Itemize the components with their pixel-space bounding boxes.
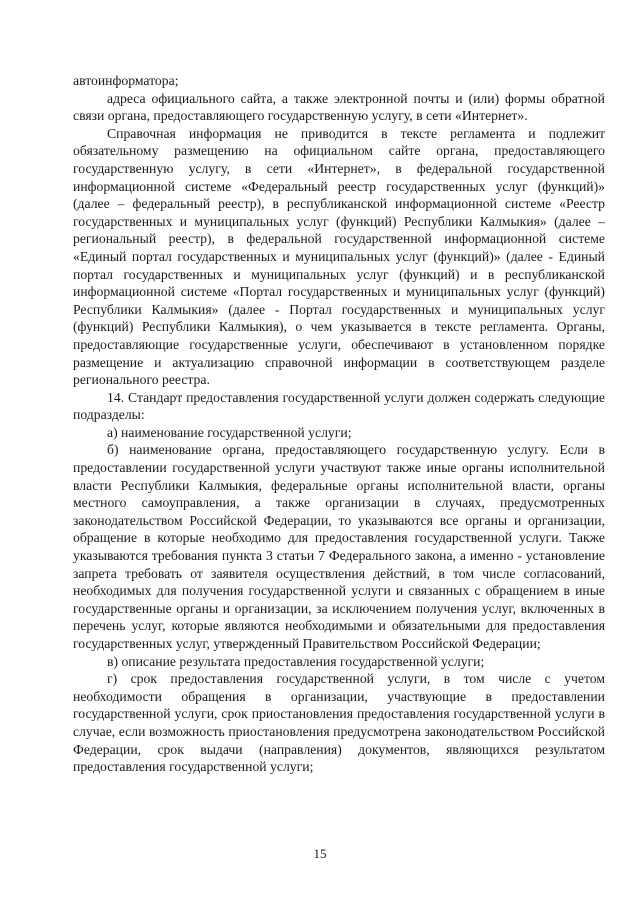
list-item-b: б) наименование органа, предоставляющего государственную услугу. Если в предоставлении государственной услуги участвуют также иные органы исполнительной власти Республики Калмыкия, федеральные органы исполнительной власти, органы местного самоуправления, а также организации в случаях, предусмотренных законодательством Российской Федерации, то указываются все органы и организации, обращение в которые необходимо для предоставления государственной услуги. Также указываются требования пункта 3 статьи 7 Федерального закона, а именно - установление запрета требовать от заявителя осуществления действий, в том числе согласований, необходимых для получения государственной услуги и связанных с обращением в иные государственные органы и организации, за исключением получения услуг, включенных в перечень услуг, которые являются необходимыми и обязательными для предоставления государственных услуг, утвержденный Правительством Российской Федерации;	[73, 442, 605, 651]
list-item-g: г) срок предоставления государственной услуги, в том числе с учетом необходимости обращения в организации, участвующие в предоставлении государственной услуги, срок приостановления предоставления государственной услуги в случае, если возможность приостановления предусмотрена законодательством Российской Федерации, срок выдачи (направления) документов, являющихся результатом предоставления государственной услуги;	[73, 671, 605, 775]
paragraph-avtoinformatora: автоинформатора;	[73, 73, 179, 88]
paragraph-reference-info: Справочная информация не приводится в тексте регламента и подлежит обязательному размещению на официальном сайте органа, предоставляющего государственную услугу, в сети «Интернет», в федеральной государственной информационной системе «Федеральный реестр государственных услуг (функций)» (далее – федеральный реестр), в республиканской информационной системе «Реестр государственных и муниципальных услуг (функций) Республики Калмыкия» (далее – региональный реестр), в федеральной государственной информационной системе «Единый портал государственных и муниципальных услуг (функций)» (далее - Единый портал государственных и муниципальных услуг (функций) и в республиканской информационной системе «Портал государственных и муниципальных услуг (функций) Республики Калмыкия» (далее - Портал государственных и муниципальных услуг (функций) Республики Калмыкия), о чем указывается в тексте регламента. Органы, предоставляющие государственные услуги, обеспечивают в установленном порядке размещение и актуализацию справочной информации в соответствующем разделе регионального реестра.	[73, 125, 605, 388]
paragraph-standard-14: 14. Стандарт предоставления государственной услуги должен содержать следующие подразделы:	[73, 389, 605, 423]
list-item-a: а) наименование государственной услуги;	[107, 424, 352, 440]
page-number: 15	[313, 846, 327, 861]
list-item-v: в) описание результата предоставления государственной услуги;	[107, 653, 485, 669]
paragraph-website-address: адреса официального сайта, а также электронной почты и (или) формы обратной связи органа, предоставляющего государственную услугу, в сети «Интернет».	[73, 90, 605, 124]
document-body	[73, 72, 605, 776]
